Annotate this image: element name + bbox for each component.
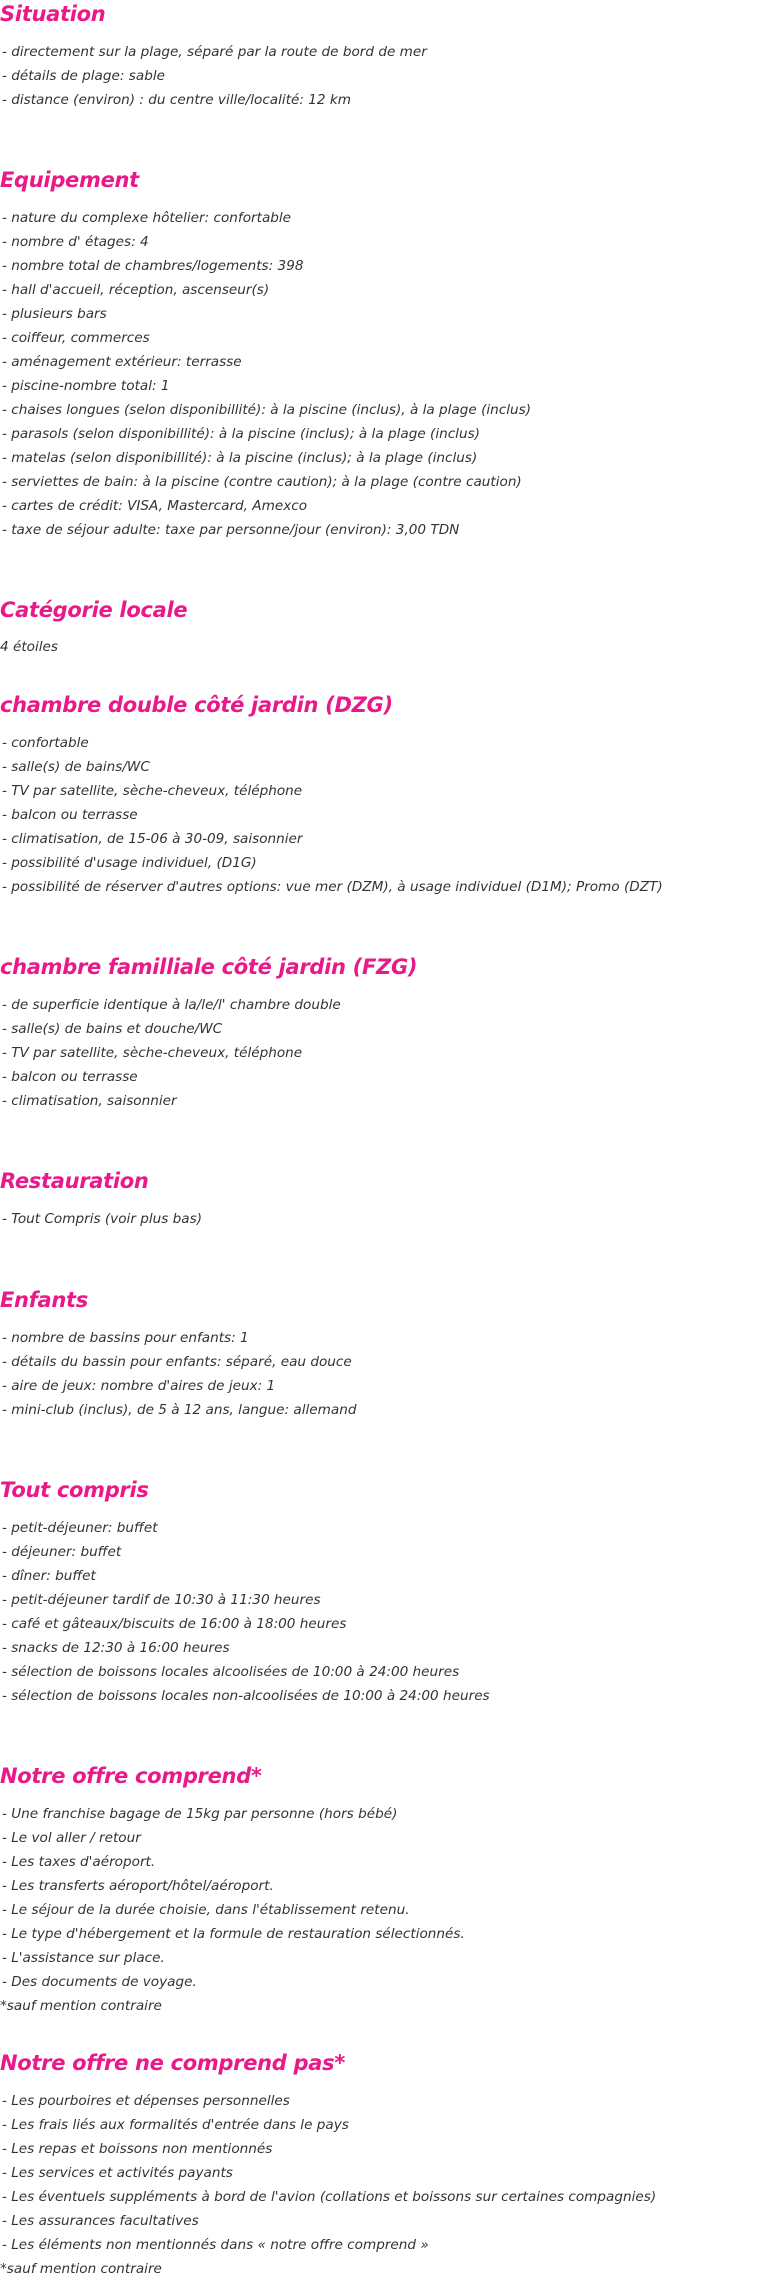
list-item: - plusieurs bars <box>2 306 107 322</box>
section-tout-compris <box>0 1476 758 1708</box>
list-item: - matelas (selon disponibillité): à la piscine (inclus); à la plage (inclus) <box>2 450 478 466</box>
list-item: - détails de plage: sable <box>2 68 165 84</box>
list-item: - Le séjour de la durée choisie, dans l'établissement retenu. <box>2 1902 410 1918</box>
list-item: - aire de jeux: nombre d'aires de jeux: 1 <box>2 1378 276 1394</box>
list-item: - café et gâteaux/biscuits de 16:00 à 18:00 heures <box>2 1616 347 1632</box>
list-item: - parasols (selon disponibillité): à la piscine (inclus); à la plage (inclus) <box>2 426 480 442</box>
list-item: - Les taxes d'aéroport. <box>2 1854 156 1870</box>
list-item: - sélection de boissons locales non-alcoolisées de 10:00 à 24:00 heures <box>2 1688 490 1704</box>
item-list <box>0 206 758 542</box>
list-item: - nature du complexe hôtelier: confortable <box>2 210 292 226</box>
item-list <box>0 731 758 899</box>
list-item: - Les éléments non mentionnés dans « notre offre comprend » <box>2 2237 429 2253</box>
list-item: - de superficie identique à la/le/l' chambre double <box>2 997 341 1013</box>
list-item: - climatisation, saisonnier <box>2 1093 177 1109</box>
section-restauration <box>0 1167 758 1231</box>
list-item: - sélection de boissons locales alcoolisées de 10:00 à 24:00 heures <box>2 1664 460 1680</box>
list-item: - chaises longues (selon disponibillité): à la piscine (inclus), à la plage (inclus) <box>2 402 532 418</box>
footnote: *sauf mention contraire <box>0 1998 162 2014</box>
section-title: chambre familliale côté jardin (FZG) <box>0 955 418 979</box>
list-item: - dîner: buffet <box>2 1568 96 1584</box>
section-title: Situation <box>0 2 106 26</box>
section-title: Notre offre comprend* <box>0 1764 262 1788</box>
list-item: - Les repas et boissons non mentionnés <box>2 2141 273 2157</box>
section-title: Catégorie locale <box>0 598 188 622</box>
item-list <box>0 2089 758 2257</box>
list-item: - Le type d'hébergement et la formule de restauration sélectionnés. <box>2 1926 465 1942</box>
list-item: - nombre total de chambres/logements: 398 <box>2 258 304 274</box>
list-item: - directement sur la plage, séparé par la route de bord de mer <box>2 44 427 60</box>
list-item: - L'assistance sur place. <box>2 1950 165 1966</box>
item-list <box>0 40 758 112</box>
list-item: - petit-déjeuner: buffet <box>2 1520 158 1536</box>
list-item: - serviettes de bain: à la piscine (contre caution); à la plage (contre caution) <box>2 474 522 490</box>
list-item: - Tout Compris (voir plus bas) <box>2 1211 203 1227</box>
list-item: - Les éventuels suppléments à bord de l'avion (collations et boissons sur certaines compagnies) <box>2 2189 657 2205</box>
list-item: - balcon ou terrasse <box>2 807 138 823</box>
list-item: - TV par satellite, sèche-cheveux, téléphone <box>2 783 303 799</box>
item-list <box>0 1326 758 1422</box>
item-list <box>0 993 758 1113</box>
list-item: - Le vol aller / retour <box>2 1830 141 1846</box>
list-item: - possibilité d'usage individuel, (D1G) <box>2 855 257 871</box>
list-item: - mini-club (inclus), de 5 à 12 ans, langue: allemand <box>2 1402 357 1418</box>
section-title: Enfants <box>0 1288 88 1312</box>
list-item: - cartes de crédit: VISA, Mastercard, Amexco <box>2 498 308 514</box>
section-title: Restauration <box>0 1169 149 1193</box>
section-title: chambre double côté jardin (DZG) <box>0 693 393 717</box>
list-item: - Une franchise bagage de 15kg par personne (hors bébé) <box>2 1806 398 1822</box>
list-item: - taxe de séjour adulte: taxe par personne/jour (environ): 3,00 TDN <box>2 522 460 538</box>
list-item: - nombre d' étages: 4 <box>2 234 149 250</box>
list-item: - piscine-nombre total: 1 <box>2 378 170 394</box>
section-enfants <box>0 1286 758 1422</box>
list-item: - balcon ou terrasse <box>2 1069 138 1085</box>
section-offre-ne-comprend-pas <box>0 2049 758 2281</box>
section-title: Equipement <box>0 168 139 192</box>
list-item: - Les frais liés aux formalités d'entrée dans le pays <box>2 2117 349 2133</box>
list-item: - climatisation, de 15-06 à 30-09, saisonnier <box>2 831 303 847</box>
list-item: - nombre de bassins pour enfants: 1 <box>2 1330 249 1346</box>
list-item: - Des documents de voyage. <box>2 1974 197 1990</box>
list-item: - distance (environ) : du centre ville/localité: 12 km <box>2 92 352 108</box>
section-title: Notre offre ne comprend pas* <box>0 2051 346 2075</box>
section-chambre-familiale <box>0 953 758 1113</box>
section-equipement <box>0 166 758 542</box>
list-item: - hall d'accueil, réception, ascenseur(s) <box>2 282 270 298</box>
list-item: - salle(s) de bains/WC <box>2 759 150 775</box>
section-situation <box>0 0 758 112</box>
footnote: *sauf mention contraire <box>0 2261 162 2277</box>
list-item: - snacks de 12:30 à 16:00 heures <box>2 1640 230 1656</box>
item-list <box>0 1802 758 1994</box>
list-item: - TV par satellite, sèche-cheveux, téléphone <box>2 1045 303 1061</box>
list-item: - salle(s) de bains et douche/WC <box>2 1021 223 1037</box>
list-item: - Les services et activités payants <box>2 2165 233 2181</box>
list-item: - coiffeur, commerces <box>2 330 150 346</box>
section-chambre-double <box>0 691 758 899</box>
list-item: - déjeuner: buffet <box>2 1544 122 1560</box>
list-item: - petit-déjeuner tardif de 10:30 à 11:30 heures <box>2 1592 321 1608</box>
list-item: - Les transferts aéroport/hôtel/aéroport. <box>2 1878 274 1894</box>
list-item: - Les pourboires et dépenses personnelles <box>2 2093 290 2109</box>
item-list <box>0 1516 758 1708</box>
item-list <box>0 1207 758 1231</box>
list-item: - détails du bassin pour enfants: séparé, eau douce <box>2 1354 352 1370</box>
list-item: - possibilité de réserver d'autres options: vue mer (DZM), à usage individuel (D1M); Promo (DZT) <box>2 879 663 895</box>
category-value: 4 étoiles <box>0 639 58 655</box>
section-offre-comprend <box>0 1762 758 2018</box>
list-item: - aménagement extérieur: terrasse <box>2 354 242 370</box>
list-item: - confortable <box>2 735 89 751</box>
section-title: Tout compris <box>0 1478 149 1502</box>
section-categorie-locale <box>0 596 758 659</box>
list-item: - Les assurances facultatives <box>2 2213 199 2229</box>
